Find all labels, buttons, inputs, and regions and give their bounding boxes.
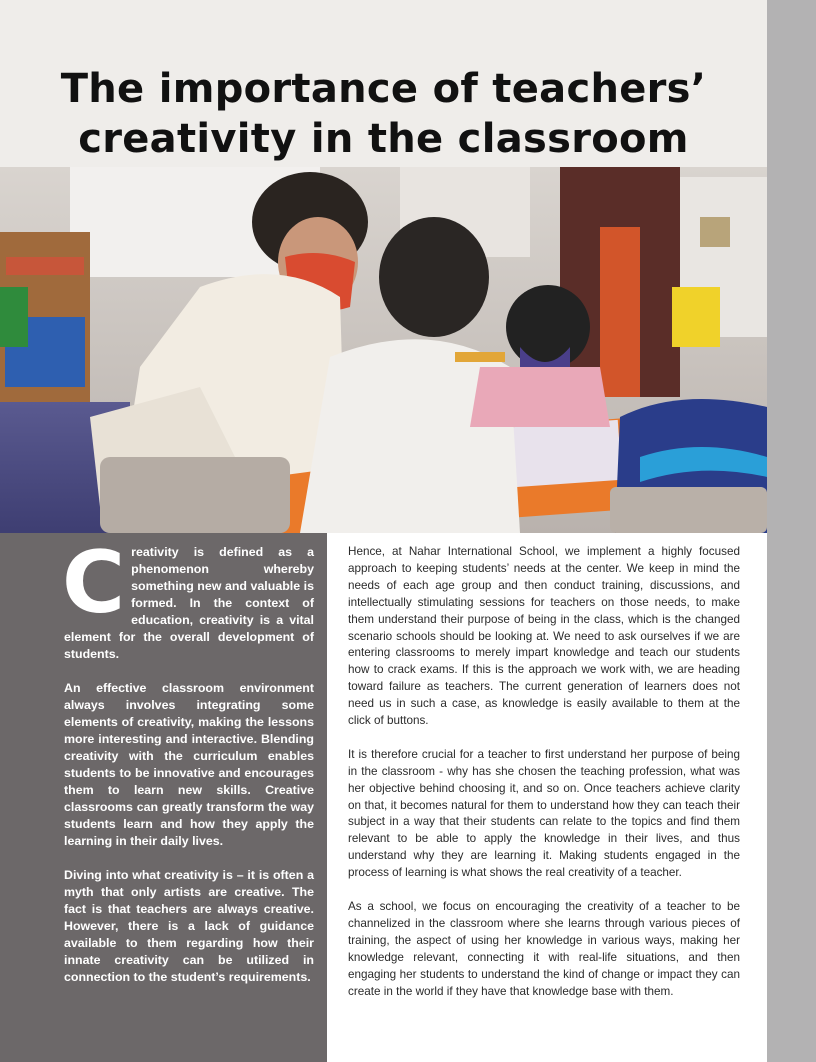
drop-cap: C [62,533,126,633]
body-paragraph-1: Hence, at Nahar International School, we implement a highly focused approach to keeping students’ needs at the center. We keep in mind the needs of each age group and then conduct training, discussions, and intellectually stimulating sessions for teachers on those needs, to make them understand their purpose of being in the class, which is the changed scenario schools should be looking at. We need to ask ourselves if we are entering classrooms to merely impart knowledge and teach our students how to crack exams. If this is the approach we work with, we are heading toward failure as teachers. The current generation of learners does not need us in such a case, as knowledge is easily available to them at the click of buttons. [348,545,740,728]
intro-paragraph-3: Diving into what creativity is – it is often a myth that only artists are creative. The fact is that teachers are always creative. However, there is a lack of guidance available to them regarding how their innate creativity can be utilized in connection to the student’s requirements. [64,868,314,984]
intro-paragraph-1-text: reativity is defined as a phenomenon whereby something new and valuable is formed. In the context of education, creativity is a vital element for the overall development of students. [64,545,314,661]
title-line-2: creativity in the classroom [78,116,689,162]
right-margin-strip [767,0,816,1062]
intro-text [62,533,314,1003]
body-paragraph-2: It is therefore crucial for a teacher to first understand her purpose of being in the classroom - why has she chosen the teaching profession, what was her objective behind choosing it, and so on. Once teachers achieve clarity on that, it becomes natural for them to understand how they can teach their subject in a way that their students can relate to the topics and find them relevant to be able to apply the knowledge in their lives, and thus understand why they are learning it. Making students engaged in the process of learning is what shows the real creativity of a teacher. [348,747,740,880]
page-title [0,64,767,164]
intro-paragraph-1 [62,533,314,663]
body-text [348,544,740,1017]
body-paragraph-3: As a school, we focus on encouraging the creativity of a teacher to be channelized in the classroom where she learns through various pieces of training, the aspect of using her knowledge in various ways, making her knowledge relevant, connecting it with real-life situations, and then engaging her students to understand the kind of change or impact they can create in the world if they have that knowledge base with them. [348,900,740,998]
classroom-photo [0,167,767,533]
title-line-1: The importance of teachers’ [60,66,707,112]
intro-paragraph-2: An effective classroom environment always involves integrating some elements of creativity, making the lessons more interesting and interactive. Blending creativity with the curriculum enables students to be innovative and encourages them to learn new skills. Creative classrooms can greatly transform the way students learn and how they apply the learning in their daily lives. [64,681,314,848]
